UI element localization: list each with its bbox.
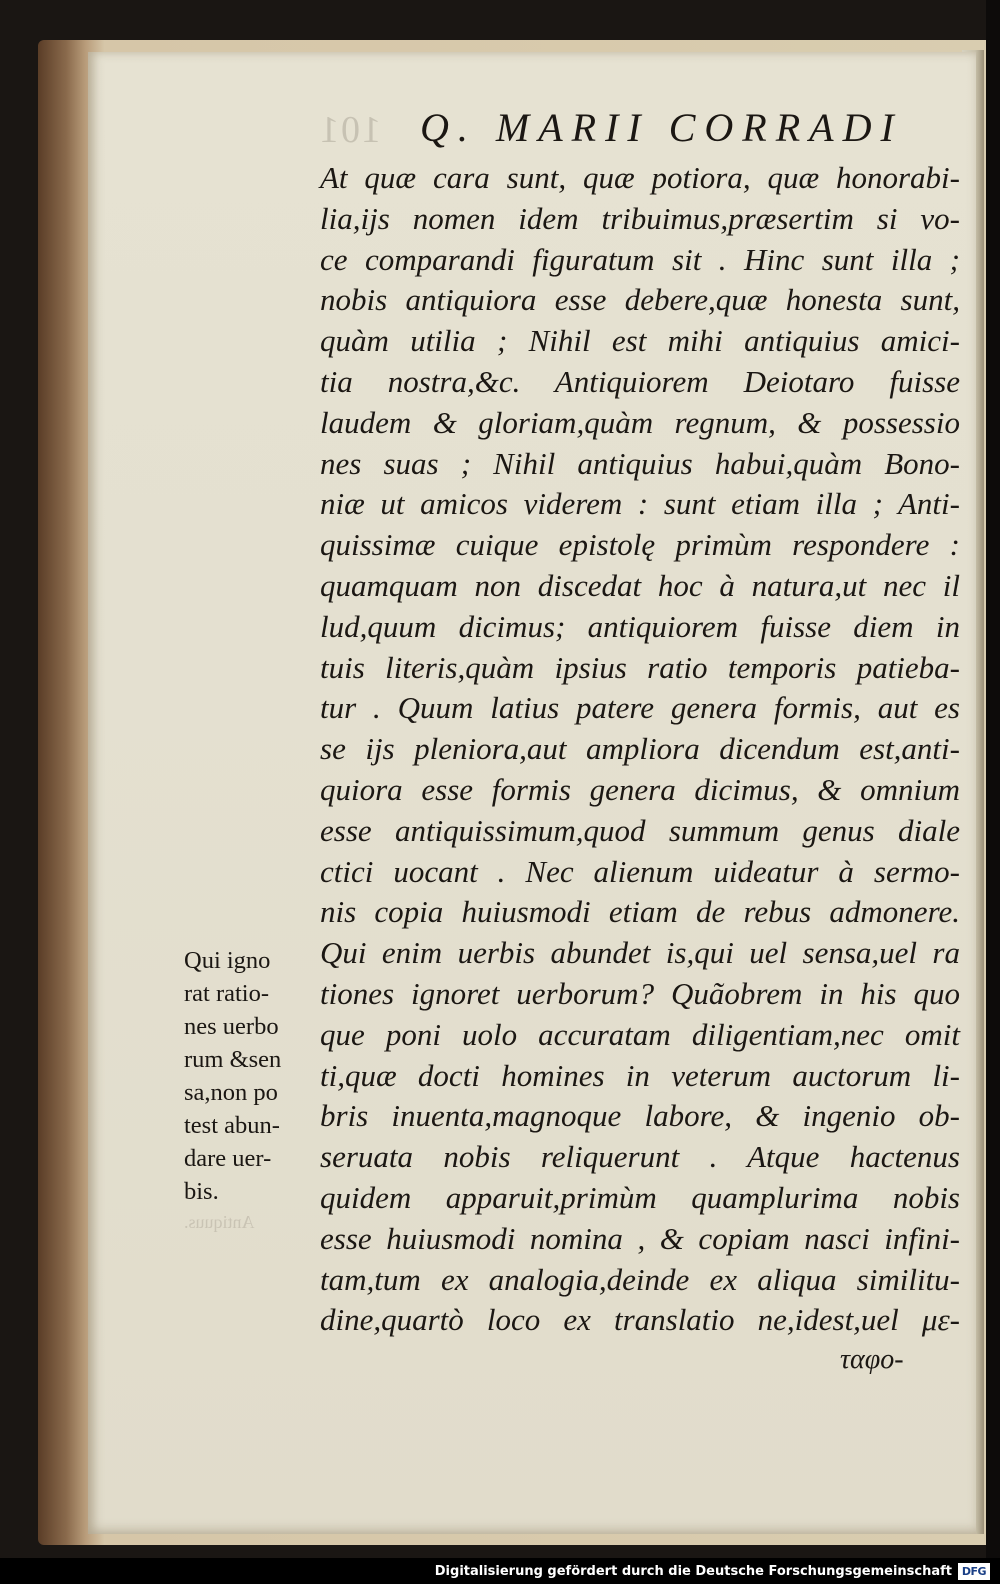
marginal-note-line: rat ratio- [184,980,270,1007]
text-line: At quæ cara sunt, quæ potiora, quæ honorabi- [320,160,960,195]
text-line: nobis antiquiora esse debere,quæ honesta sunt, [320,282,960,318]
text-line: dine,quartò loco ex translatio ne,idest,uel με- [320,1302,960,1338]
text-line: Qui enim uerbis abundet is,qui uel sensa,uel ra [320,935,960,971]
text-line: quiora esse formis genera dicimus, & omnium [320,771,960,807]
marginal-note-line: bis. [184,1178,219,1205]
text-line: seruata nobis reliquerunt . Atque hactenus [320,1139,960,1175]
marginal-note-line: Qui igno [184,947,271,974]
text-line: que poni uolo accuratam diligentiam,nec omit [320,1016,960,1052]
digitization-footer [0,1558,1000,1584]
text-line: esse huiusmodi nomina , & copiam nasci infini- [320,1220,960,1256]
marginal-note-line: rum &sen [184,1046,282,1073]
text-line: ti,quæ docti homines in veterum auctorum li- [320,1057,960,1093]
text-line: tuis literis,quàm ipsius ratio temporis patieba- [320,649,960,685]
text-line: nes suas ; Nihil antiquius habui,quàm Bono- [320,445,960,481]
scan-border [986,0,1000,1584]
marginal-note-line: dare uer- [184,1145,272,1172]
marginal-note [184,944,312,1208]
text-line: tam,tum ex analogia,deinde ex aliqua similitu- [320,1261,960,1297]
text-line: tur . Quum latius patere genera formis, aut es [320,690,960,726]
text-line: ctici uocant . Nec alienum uideatur à sermo- [320,853,960,889]
main-text-block [320,158,960,1341]
text-line: quissimæ cuique epistolę primùm respondere : [320,527,960,563]
text-line: quidem apparuit,primùm quamplurima nobis [320,1179,960,1215]
text-line: niæ ut amicos viderem : sunt etiam illa ; Anti- [320,486,960,522]
marginal-note-line: test abun- [184,1112,280,1139]
text-line: se ijs pleniora,aut ampliora dicendum est,anti- [320,731,960,767]
text-line: laudem & gloriam,quàm regnum, & possessio [320,404,960,440]
marginal-note-line: sa,non po [184,1079,278,1106]
marginal-note-line: nes uerbo [184,1013,279,1040]
text-line: nis copia huiusmodi etiam de rebus admonere. [320,894,960,930]
show-through-note: Antiquus. [184,1212,255,1232]
dfg-logo: DFG [958,1563,990,1580]
text-line: esse antiquissimum,quod summum genus diale [320,812,960,848]
show-through-folio: 101 [318,109,381,151]
text-line: quàm utilia ; Nihil est mihi antiquius amici- [320,323,960,359]
text-line: tia nostra,&c. Antiquiorem Deiotaro fuisse [320,363,960,399]
text-line: ce comparandi figuratum sit . Hinc sunt illa ; [320,241,960,277]
text-line: quamquam non discedat hoc à natura,ut nec il [320,567,960,603]
running-head: Q. MARII CORRADI [420,105,903,150]
text-line: tiones ignoret uerborum? Quãobrem in his quo [320,975,960,1011]
text-line: bris inuenta,magnoque labore, & ingenio ob- [320,1098,960,1134]
text-line: lia,ijs nomen idem tribuimus,præsertim si vo- [320,200,960,236]
text-line: lud,quum dicimus; antiquiorem fuisse diem in [320,608,960,644]
funding-credit: Digitalisierung gefördert durch die Deutsche Forschungsgemeinschaft [434,1564,952,1579]
catchword: ταφο- [840,1344,904,1375]
